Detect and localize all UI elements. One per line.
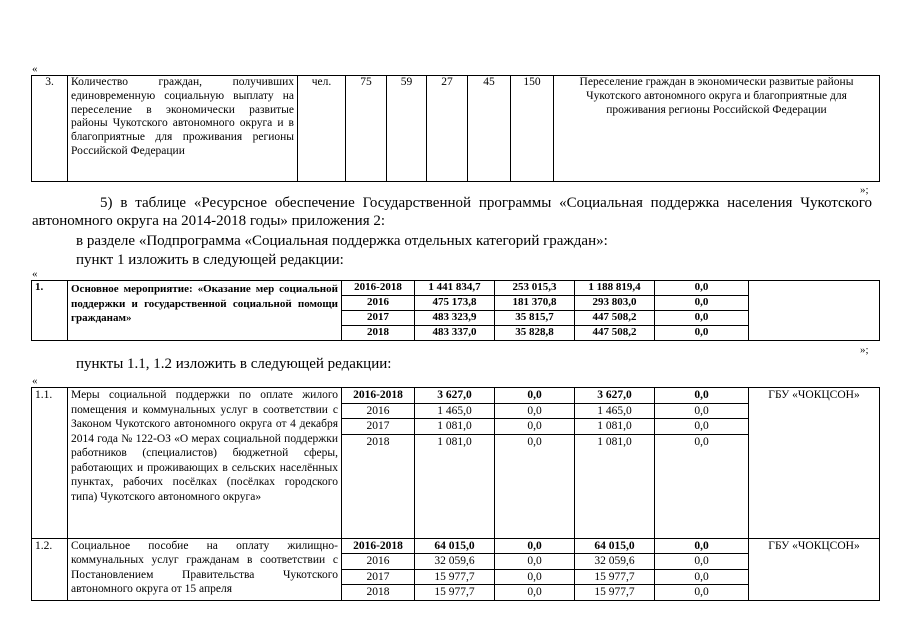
total-cell: 3 627,0 bbox=[415, 388, 495, 404]
executor-cell: ГБУ «ЧОКЦСОН» bbox=[749, 538, 880, 600]
regional-cell: 447 508,2 bbox=[575, 311, 655, 326]
other-cell: 0,0 bbox=[655, 326, 749, 341]
other-cell: 0,0 bbox=[655, 281, 749, 296]
total-cell: 15 977,7 bbox=[415, 569, 495, 585]
quote-close-top: »; bbox=[860, 184, 869, 196]
measure-name: Основное мероприятие: «Оказание мер социальной поддержки и государственной социальной помощи гражданам» bbox=[68, 281, 342, 341]
indicators-table bbox=[31, 75, 880, 182]
quote-open-top: « bbox=[32, 63, 38, 75]
year-cell: 2016-2018 bbox=[342, 281, 415, 296]
federal-cell: 0,0 bbox=[495, 585, 575, 601]
other-cell: 0,0 bbox=[655, 296, 749, 311]
federal-cell: 0,0 bbox=[495, 419, 575, 435]
total-cell: 15 977,7 bbox=[415, 585, 495, 601]
other-cell: 0,0 bbox=[655, 538, 749, 554]
federal-cell: 181 370,8 bbox=[495, 296, 575, 311]
table-row bbox=[32, 76, 880, 182]
federal-cell: 253 015,3 bbox=[495, 281, 575, 296]
total-cell: 32 059,6 bbox=[415, 554, 495, 570]
quote-close-main: »; bbox=[860, 344, 869, 356]
total-cell: 1 081,0 bbox=[415, 434, 495, 538]
total-cell: 1 081,0 bbox=[415, 419, 495, 435]
year-cell: 2016 bbox=[342, 296, 415, 311]
value-cell: 27 bbox=[427, 76, 468, 182]
federal-cell: 35 815,7 bbox=[495, 311, 575, 326]
unit-cell: чел. bbox=[298, 76, 346, 182]
paragraph-5-line1: 5) в таблице «Ресурсное обеспечение Государственной программы «Социальная поддержка населения Чукотского bbox=[100, 195, 872, 211]
year-cell: 2016 bbox=[342, 554, 415, 570]
measure-name: Меры социальной поддержки по оплате жилого помещения и коммунальных услуг в соответствии с Законом Чукотского автономного округа от 4 декабря 2014 года № 122-ОЗ «О мерах социальной поддержки работников (специалистов) бюджетной сферы, работающих и проживающих в сельских населённых пунктах, рабочих посёлках (посёлках городского типа) Чукотского автономного округа» bbox=[68, 388, 342, 539]
paragraph-section: в разделе «Подпрограмма «Социальная поддержка отдельных категорий граждан»: bbox=[76, 233, 608, 249]
row-number: 3. bbox=[32, 76, 68, 182]
federal-cell: 0,0 bbox=[495, 403, 575, 419]
measure-description: Переселение граждан в экономически развитые районы Чукотского автономного округа и благоприятные для проживания регионы Российской Федерации bbox=[554, 76, 880, 182]
total-cell: 1 465,0 bbox=[415, 403, 495, 419]
year-cell: 2018 bbox=[342, 326, 415, 341]
row-number: 1.2. bbox=[32, 538, 68, 600]
total-cell: 1 441 834,7 bbox=[415, 281, 495, 296]
paragraph-points: пункты 1.1, 1.2 изложить в следующей редакции: bbox=[76, 356, 392, 372]
regional-cell: 1 188 819,4 bbox=[575, 281, 655, 296]
year-cell: 2017 bbox=[342, 569, 415, 585]
regional-cell: 15 977,7 bbox=[575, 569, 655, 585]
other-cell: 0,0 bbox=[655, 434, 749, 538]
year-cell: 2016-2018 bbox=[342, 388, 415, 404]
row-number: 1. bbox=[32, 281, 68, 341]
quote-open-sub: « bbox=[32, 375, 38, 387]
executor-cell bbox=[749, 281, 880, 341]
total-cell: 483 323,9 bbox=[415, 311, 495, 326]
regional-cell: 32 059,6 bbox=[575, 554, 655, 570]
other-cell: 0,0 bbox=[655, 554, 749, 570]
total-cell: 475 173,8 bbox=[415, 296, 495, 311]
total-cell: 483 337,0 bbox=[415, 326, 495, 341]
indicator-name: Количество граждан, получивших единовременную социальную выплату на переселение в экономически развитые районы Чукотского автономного округа и в благоприятные для проживания регионы Российской Федерации bbox=[68, 76, 298, 182]
value-cell: 59 bbox=[387, 76, 427, 182]
value-cell: 45 bbox=[468, 76, 511, 182]
other-cell: 0,0 bbox=[655, 311, 749, 326]
table-row bbox=[32, 281, 880, 296]
federal-cell: 0,0 bbox=[495, 538, 575, 554]
regional-cell: 64 015,0 bbox=[575, 538, 655, 554]
year-cell: 2017 bbox=[342, 311, 415, 326]
value-cell: 75 bbox=[346, 76, 387, 182]
federal-cell: 0,0 bbox=[495, 388, 575, 404]
other-cell: 0,0 bbox=[655, 419, 749, 435]
regional-cell: 15 977,7 bbox=[575, 585, 655, 601]
regional-cell: 293 803,0 bbox=[575, 296, 655, 311]
regional-cell: 1 081,0 bbox=[575, 434, 655, 538]
year-cell: 2016 bbox=[342, 403, 415, 419]
table-row bbox=[32, 388, 880, 404]
year-cell: 2018 bbox=[342, 585, 415, 601]
executor-cell: ГБУ «ЧОКЦСОН» bbox=[749, 388, 880, 539]
year-cell: 2018 bbox=[342, 434, 415, 538]
paragraph-5-line2: автономного округа на 2014-2018 годы» приложения 2: bbox=[32, 213, 386, 229]
measure-name: Социальное пособие на оплату жилищно-коммунальных услуг гражданам в соответствии с Постановлением Правительства Чукотского автономного округа от 15 апреля bbox=[68, 538, 342, 600]
resource-table-sub bbox=[31, 387, 880, 601]
total-cell: 64 015,0 bbox=[415, 538, 495, 554]
year-cell: 2017 bbox=[342, 419, 415, 435]
regional-cell: 1 081,0 bbox=[575, 419, 655, 435]
federal-cell: 0,0 bbox=[495, 554, 575, 570]
table-row bbox=[32, 538, 880, 554]
federal-cell: 0,0 bbox=[495, 434, 575, 538]
regional-cell: 1 465,0 bbox=[575, 403, 655, 419]
regional-cell: 3 627,0 bbox=[575, 388, 655, 404]
regional-cell: 447 508,2 bbox=[575, 326, 655, 341]
paragraph-point1: пункт 1 изложить в следующей редакции: bbox=[76, 252, 344, 268]
federal-cell: 35 828,8 bbox=[495, 326, 575, 341]
other-cell: 0,0 bbox=[655, 569, 749, 585]
year-cell: 2016-2018 bbox=[342, 538, 415, 554]
other-cell: 0,0 bbox=[655, 403, 749, 419]
row-number: 1.1. bbox=[32, 388, 68, 539]
resource-table-main bbox=[31, 280, 880, 341]
quote-open-main: « bbox=[32, 268, 38, 280]
other-cell: 0,0 bbox=[655, 585, 749, 601]
federal-cell: 0,0 bbox=[495, 569, 575, 585]
other-cell: 0,0 bbox=[655, 388, 749, 404]
value-cell: 150 bbox=[511, 76, 554, 182]
